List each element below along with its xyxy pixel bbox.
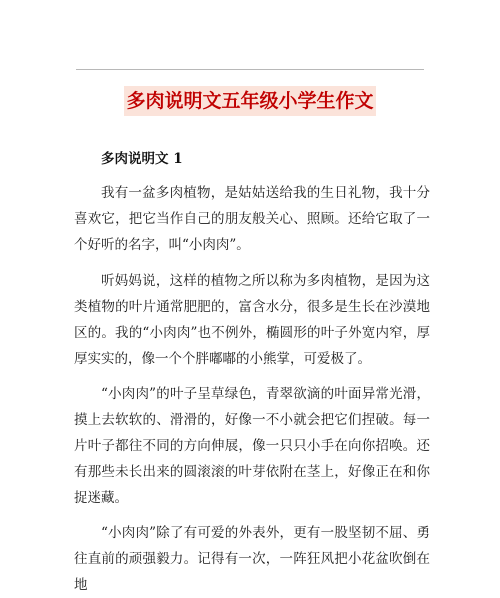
document-title: 多肉说明文五年级小学生作文 <box>124 86 375 116</box>
header-rule <box>76 69 424 70</box>
paragraph-3: “小肉肉”的叶子呈草绿色，青翠欲滴的叶面异常光滑，摸上去软软的、滑滑的，好像一不小就会把它们捏破。每一片叶子都往不同的方向伸展，像一只只小手在向你招唤。还有那些未长出来的圆滚滚的叶芽依附在茎上，好像正在和你捉迷藏。 <box>74 386 430 506</box>
paragraph-1: 我有一盆多肉植物，是姑姑送给我的生日礼物，我十分喜欢它，把它当作自己的朋友般关心、照顾。还给它取了一个好听的名字，叫“小肉肉”。 <box>74 185 430 253</box>
title-container <box>0 86 500 116</box>
section-heading: 多肉说明文 1 <box>101 151 183 167</box>
paragraph-4: “小肉肉”除了有可爱的外表外，更有一股坚韧不屈、勇往直前的顽强毅力。记得有一次，一阵狂风把小花盆吹倒在地 <box>74 525 430 593</box>
paragraph-2: 听妈妈说，这样的植物之所以称为多肉植物，是因为这类植物的叶片通常肥肥的，富含水分，很多是生长在沙漠地区的。我的“小肉肉”也不例外，椭圆形的叶子外宽内窄，厚厚实实的，像一个个胖嘟嘟的小熊掌，可爱极了。 <box>74 273 430 367</box>
